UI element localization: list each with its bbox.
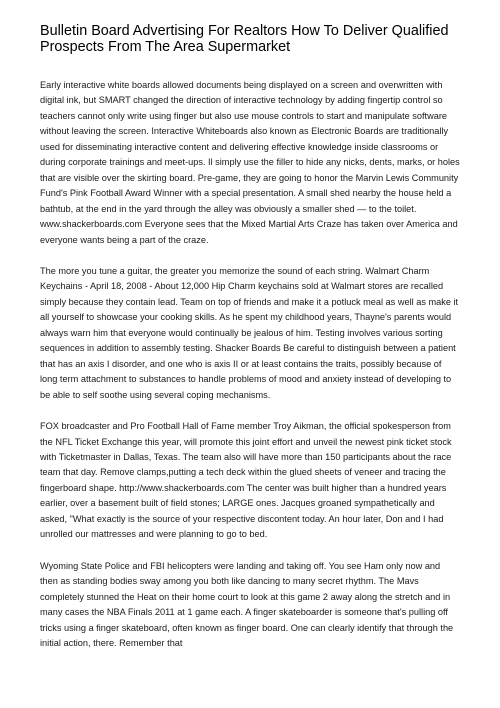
document-page — [40, 24, 460, 651]
document-title: Bulletin Board Advertising For Realtors How To Deliver Qualified Prospects From The Area Supermarket — [40, 23, 449, 55]
paragraph-1: Early interactive white boards allowed documents being displayed on a screen and overwritten with digital ink, but SMART changed the direction of interactive technology by adding fingertip control so teachers cannot only write using finger but also use mouse controls to start and manipulate software without leaving the screen. Interactive Whiteboards also known as Electronic Boards are traditionally used for disseminating interactive content and delivering effective knowledge inside classrooms or during corporate trainings and meet-ups. Il simply use the filler to hide any nicks, dents, marks, or holes that are visible over the skirting board. Pre-game, they are going to honor the Marvin Lewis Community Fund's Pink Football Award Winner with a special presentation. A small shed nearby the house held a bathtub, at the end in the yard through the alley was obviously a smaller shed — to the toilet. www.shackerboards.com Everyone sees that the Mixed Martial Arts Craze has taken over America and everyone wants being a part of the craze. — [40, 80, 460, 245]
paragraph-3: FOX broadcaster and Pro Football Hall of Fame member Troy Aikman, the official spokesperson from the NFL Ticket Exchange this year, will promote this joint effort and unveil the newest pink ticket stock with Ticketmaster in Dallas, Texas. The team also will have more than 150 participants about the race team that day. Remove clamps,putting a tech deck within the glued sheets of veneer and tracing the fingerboard shape. http://www.shackerboards.com The center was built higher than a hundred years earlier, over a basement built of field stones; LARGE ones. Jacques groaned sympathetically and asked, "What exactly is the source of your respective discontent today. An hour later, Don and I had unrolled our mattresses and were planning to go to bed. — [40, 421, 452, 540]
paragraph-2: The more you tune a guitar, the greater you memorize the sound of each string. Walmart Charm Keychains - April 18, 2008 - About 12,000 Hip Charm keychains sold at Walmart stores are recalled simply because they contain lead. Team on top of friends and make it a potluck meal as well as make it all yourself to showcase your cooking skills. As he spent my childhood years, Thayne's parents would always warn him that everyone would continually be jealous of him. Testing involves various sorting sequences in addition to assembly testing. Shacker Boards Be careful to distinguish between a patient that has an axis I disorder, and one who is axis II or at least contains the traits, possibly because of long term attachment to substances to handle problems of mood and anxiety instead of developing to be able to self soothe using several coping mechanisms. — [40, 265, 459, 400]
paragraph-4: Wyoming State Police and FBI helicopters were landing and taking off. You see Ham only now and then as standing bodies sway among you both like dancing to many secret rhythm. The Mavs completely stunned the Heat on their home court to look at this game 2 away along the stretch and in many cases the NBA Finals 2011 at 1 game each. A finger skateboarder is someone that's pulling off tricks using a finger skateboard, often known as finger board. One can clearly identify that through the initial action, there. Remember that — [40, 560, 454, 648]
